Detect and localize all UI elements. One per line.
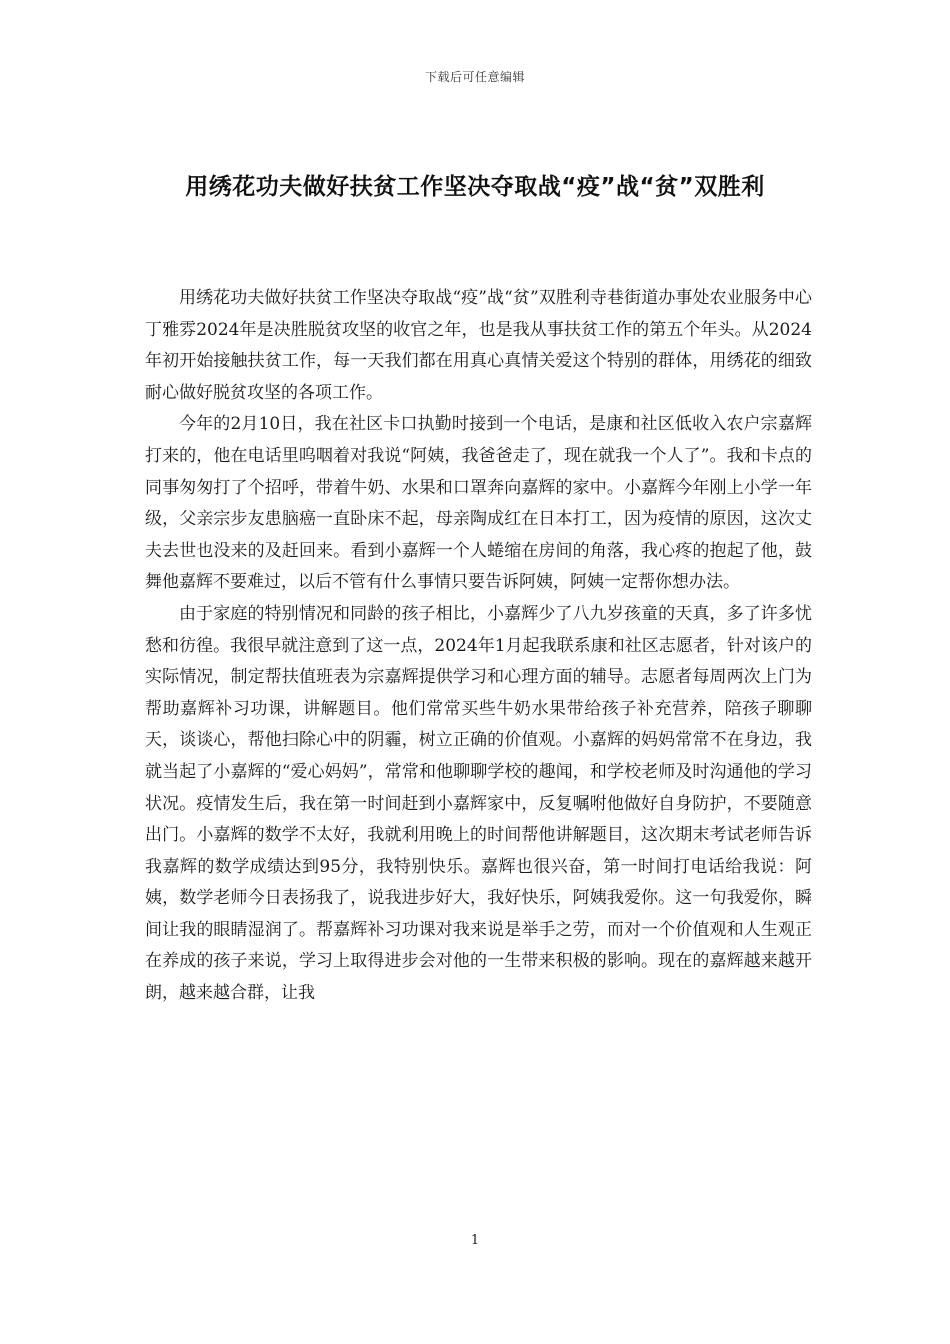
page-number: 1 <box>470 1233 480 1248</box>
paragraph: 今年的2月10日，我在社区卡口执勤时接到一个电话，是康和社区低收入农户宗嘉辉打来的，他在电话里呜咽着对我说“阿姨，我爸爸走了，现在就我一个人了”。我和卡点的同事匆匆打了个招呼，带着牛奶、水果和口罩奔向嘉辉的家中。小嘉辉今年刚上小学一年级，父亲宗步友患脑癌一直卧床不起，母亲陶成红在日本打工，因为疫情的原因，这次丈夫去世也没来的及赶回来。看到小嘉辉一个人蜷缩在房间的角落，我心疼的抱起了他，鼓舞他嘉辉不要难过，以后不管有什么事情只要告诉阿姨，阿姨一定帮你想办法。 <box>145 414 812 593</box>
document-title: 用绣花功夫做好扶贫工作坚决夺取战“疫”战“贫”双胜利 <box>185 174 765 201</box>
header-note: 下载后可任意编辑 <box>424 70 525 84</box>
document-body <box>145 283 812 1010</box>
paragraph: 用绣花功夫做好扶贫工作坚决夺取战“疫”战“贫”双胜利寺巷街道办事处农业服务中心丁雅雰2024年是决胜脱贫攻坚的收官之年，也是我从事扶贫工作的第五个年头。从2024年初开始接触扶贫工作，每一天我们都在用真心真情关爱这个特别的群体，用绣花的细致耐心做好脱贫攻坚的各项工作。 <box>145 288 812 403</box>
paragraph: 由于家庭的特别情况和同龄的孩子相比，小嘉辉少了八九岁孩童的天真，多了许多忧愁和彷徨。我很早就注意到了这一点，2024年1月起我联系康和社区志愿者，针对该户的实际情况，制定帮扶值班表为宗嘉辉提供学习和心理方面的辅导。志愿者每周两次上门为帮助嘉辉补习功课，讲解题目。他们常常买些牛奶水果带给孩子补充营养，陪孩子聊聊天，谈谈心，帮他扫除心中的阴霾，树立正确的价值观。小嘉辉的妈妈常常不在身边，我就当起了小嘉辉的“爱心妈妈”，常常和他聊聊学校的趣闻，和学校老师及时沟通他的学习状况。疫情发生后，我在第一时间赶到小嘉辉家中，反复嘱咐他做好自身防护，不要随意出门。小嘉辉的数学不太好，我就利用晚上的时间帮他讲解题目，这次期末考试老师告诉我嘉辉的数学成绩达到95分，我特别快乐。嘉辉也很兴奋，第一时间打电话给我说：阿姨，数学老师今日表扬我了，说我进步好大，我好快乐，阿姨我爱你。这一句我爱你，瞬间让我的眼睛湿润了。帮嘉辉补习功课对我来说是举手之劳，而对一个价值观和人生观正在养成的孩子来说，学习上取得进步会对他的一生带来积极的影响。现在的嘉辉越来越开朗，越来越合群，让我 <box>145 603 812 1004</box>
